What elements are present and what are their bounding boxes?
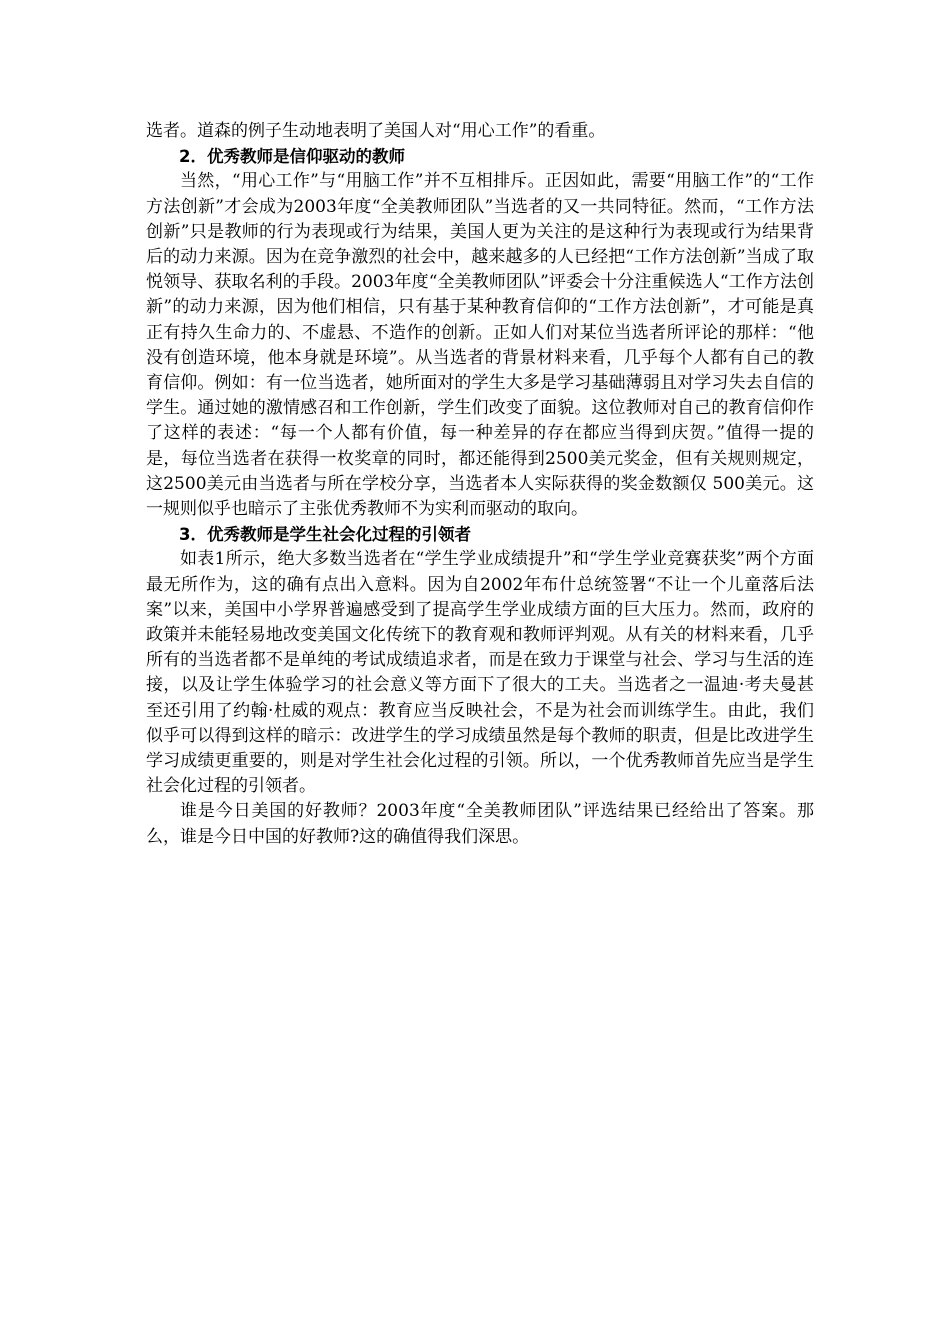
paragraph-socialization: 如表1所示，绝大多数当选者在“学生学业成绩提升”和“学生学业竞赛获奖”两个方面最无所作为，这的确有点出入意料。因为自2002年布什总统签署“不让一个儿童落后法案”以来，美国中小学界普遍感受到了提高学生学业成绩方面的巨大压力。然而，政府的政策并未能轻易地改变美国文化传统下的教育观和教师评判观。从有关的材料来看，几乎所有的当选者都不是单纯的考试成绩追求者，而是在致力于课堂与社会、学习与生活的连接，以及让学生体验学习的社会意义等方面下了很大的工夫。当选者之一温迪·考夫曼甚至还引用了约翰·杜威的观点：教育应当反映社会，不是为社会而训练学生。由此，我们似乎可以得到这样的暗示：改进学生的学习成绩虽然是每个教师的职责，但是比改进学生学习成绩更重要的，则是对学生社会化过程的引领。所以，一个优秀教师首先应当是学生社会化过程的引领者。: [146, 549, 814, 797]
paragraph-faith-driven: 当然，“用心工作”与“用脑工作”并不互相排斥。正因如此，需要“用脑工作”的“工作方法创新”才会成为2003年度“全美教师团队”当选者的又一共同特征。然而，“工作方法创新”只是教师的行为表现或行为结果，美国人更为关注的是这种行为表现或行为结果背后的动力来源。因为在竞争激烈的社会中，越来越多的人已经把“工作方法创新”当成了取悦领导、获取名利的手段。2003年度“全美教师团队”评委会十分注重候选人“工作方法创新”的动力来源，因为他们相信，只有基于某种教育信仰的“工作方法创新”，才可能是真正有持久生命力的、不虚悬、不造作的创新。正如人们对某位当选者所评论的那样：“他没有创造环境，他本身就是环境”。从当选者的背景材料来看，几乎每个人都有自己的教育信仰。例如：有一位当选者，她所面对的学生大多是学习基础薄弱且对学习失去自信的学生。通过她的激情感召和工作创新，学生们改变了面貌。这位教师对自己的教育信仰作了这样的表述：“每一个人都有价值，每一种差异的存在都应当得到庆贺。”值得一提的是，每位当选者在获得一枚奖章的同时，都还能得到2500美元奖金，但有关规则规定，这2500美元由当选者与所在学校分享，当选者本人实际获得的奖金数额仅 500美元。这一规则似乎也暗示了主张优秀教师不为实利而驱动的取向。: [146, 171, 814, 520]
section-heading-3: 3．优秀教师是学生社会化过程的引领者: [179, 525, 471, 545]
intro-paragraph: 选者。道森的例子生动地表明了美国人对“用心工作”的看重。: [146, 121, 606, 141]
section-heading-2: 2．优秀教师是信仰驱动的教师: [179, 147, 405, 167]
paragraph-conclusion: 谁是今日美国的好教师？2003年度“全美教师团队”评选结果已经给出了答案。那么，谁是今日中国的好教师?这的确值得我们深思。: [146, 801, 814, 847]
document-body: [146, 119, 814, 850]
